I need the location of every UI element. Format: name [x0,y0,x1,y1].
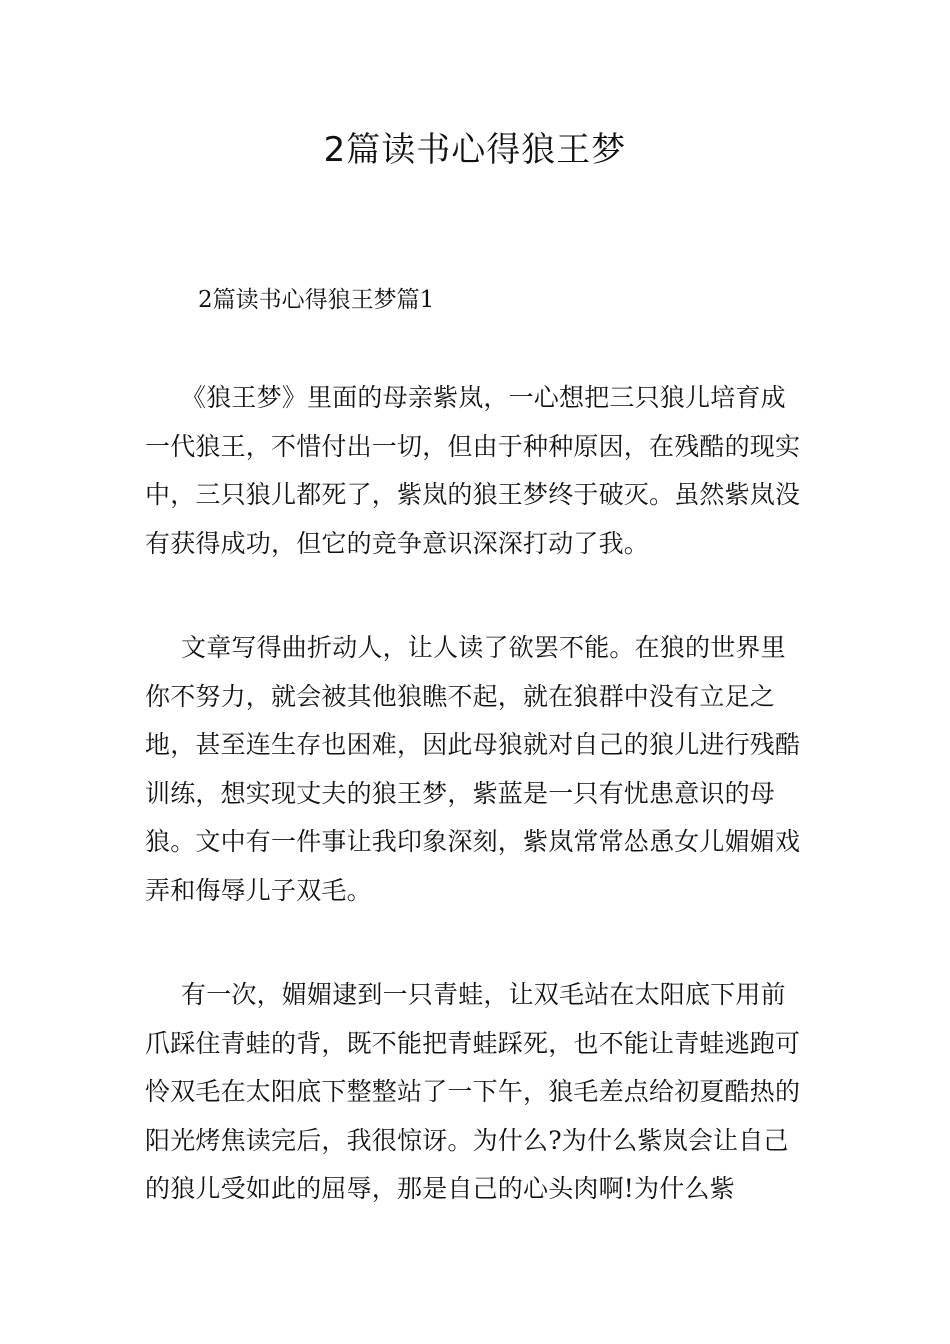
paragraph-2: 文章写得曲折动人，让人读了欲罢不能。在狼的世界里你不努力，就会被其他狼瞧不起，就在狼群中没有立足之地，甚至连生存也困难，因此母狼就对自己的狼儿进行残酷训练，想实现丈夫的狼王梦，紫蓝是一只有忧患意识的母狼。文中有一件事让我印象深刻，紫岚常常怂恿女儿媚媚戏弄和侮辱儿子双毛。 [145,633,801,905]
paragraph-2-block [145,624,810,915]
section-heading: 2篇读书心得狼王梦篇1 [198,287,435,313]
paragraph-3-block [145,971,810,1214]
paragraph-1: 《狼王梦》里面的母亲紫岚，一心想把三只狼儿培育成一代狼王，不惜付出一切，但由于种种原因，在残酷的现实中，三只狼儿都死了，紫岚的狼王梦终于破灭。虽然紫岚没有获得成功，但它的竞争意识深深打动了我。 [145,383,801,558]
paragraph-1-block [145,374,810,568]
document-title: 2篇读书心得狼王梦 [323,130,627,170]
paragraph-3: 有一次，媚媚逮到一只青蛙，让双毛站在太阳底下用前爪踩住青蛙的背，既不能把青蛙踩死，也不能让青蛙逃跑可怜双毛在太阳底下整整站了一下午，狼毛差点给初夏酷热的阳光烤焦读完后，我很惊讶。为什么?为什么紫岚会让自己的狼儿受如此的屈辱，那是自己的心头肉啊!为什么紫 [145,980,801,1203]
